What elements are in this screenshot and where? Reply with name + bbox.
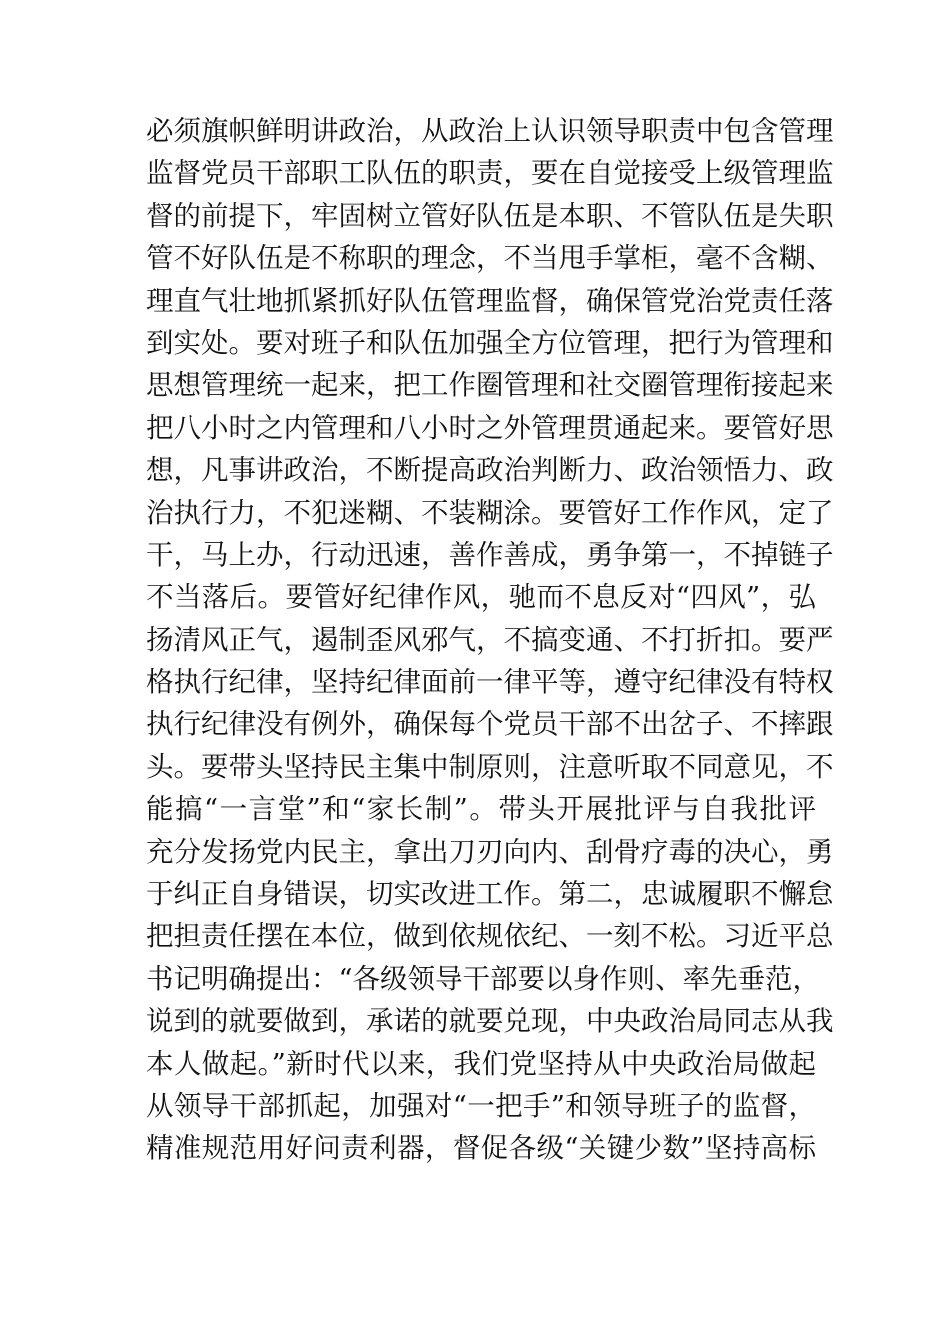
text-line: 把担责任摆在本位，做到依规依纪、一刻不松。习近平总 [146, 920, 834, 953]
text-line: 本人做起。”新时代以来，我们党坚持从中央政治局做起 [146, 1047, 816, 1080]
text-line: 精准规范用好问责利器，督促各级“关键少数”坚持高标 [146, 1132, 816, 1165]
text-line: 干，马上办，行动迅速，善作善成，勇争第一，不掉链子 [146, 538, 834, 571]
text-line: 书记明确提出：“各级领导干部要以身作则、率先垂范， [146, 962, 821, 995]
text-line: 充分发扬党内民主，拿出刀刃向内、刮骨疗毒的决心，勇 [146, 835, 834, 868]
text-line: 头。要带头坚持民主集中制原则，注意听取不同意见，不 [146, 750, 834, 783]
text-line: 管不好队伍是不称职的理念，不当甩手掌柜，毫不含糊、 [146, 242, 834, 275]
text-line: 必须旗帜鲜明讲政治，从政治上认识领导职责中包含管理 [146, 115, 834, 147]
text-line: 到实处。要对班子和队伍加强全方位管理，把行为管理和 [146, 326, 834, 359]
text-line: 从领导干部抓起，加强对“一把手”和领导班子的监督， [146, 1089, 816, 1122]
text-line: 扬清风正气，遏制歪风邪气，不搞变通、不打折扣。要严 [146, 623, 834, 656]
text-line: 理直气壮地抓紧抓好队伍管理监督，确保管党治党责任落 [146, 284, 834, 317]
text-line: 不当落后。要管好纪律作风，驰而不息反对“四风”，弘 [146, 581, 816, 614]
text-line: 说到的就要做到，承诺的就要兑现，中央政治局同志从我 [146, 1005, 834, 1038]
text-line: 督的前提下，牢固树立管好队伍是本职、不管队伍是失职 [146, 199, 834, 232]
text-line: 能搞“一言堂”和“家长制”。带头开展批评与自我批评 [146, 793, 816, 826]
text-line: 格执行纪律，坚持纪律面前一律平等，遵守纪律没有特权 [146, 666, 834, 699]
text-line: 思想管理统一起来，把工作圈管理和社交圈管理衔接起来 [146, 369, 834, 402]
text-line: 执行纪律没有例外，确保每个党员干部不出岔子、不摔跟 [146, 708, 834, 741]
text-line: 治执行力，不犯迷糊、不装糊涂。要管好工作作风，定了 [146, 496, 834, 529]
text-line: 把八小时之内管理和八小时之外管理贯通起来。要管好思 [146, 411, 834, 444]
text-line: 想，凡事讲政治，不断提高政治判断力、政治领悟力、政 [146, 454, 834, 487]
body-text [146, 110, 834, 1170]
text-line: 监督党员干部职工队伍的职责，要在自觉接受上级管理监 [146, 157, 834, 190]
text-line: 于纠正自身错误，切实改进工作。第二，忠诚履职不懈怠 [146, 878, 834, 911]
